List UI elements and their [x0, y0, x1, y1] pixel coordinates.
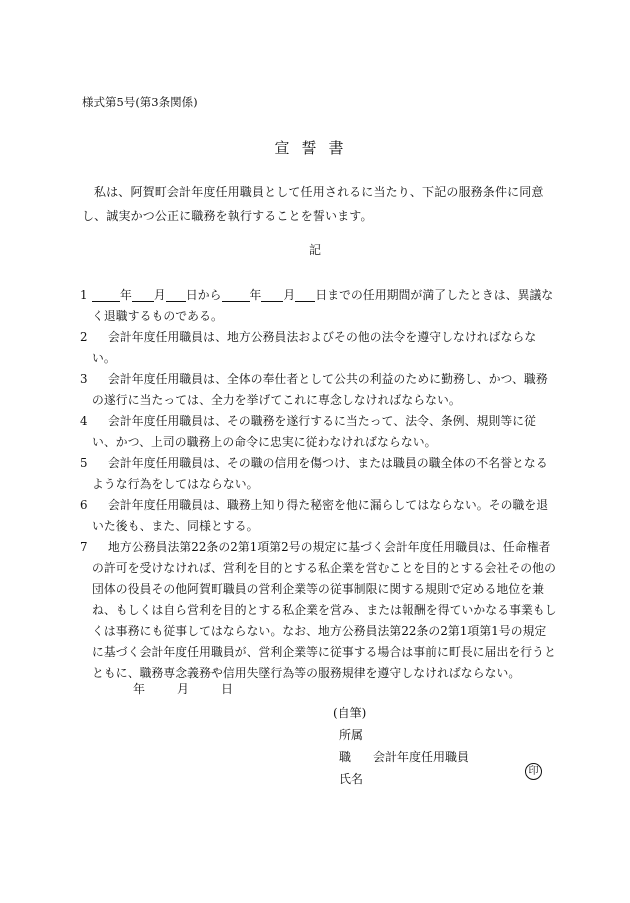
year-label: 年	[249, 288, 262, 302]
blank-month-start	[132, 287, 154, 302]
seal-mark-icon: 印	[525, 763, 542, 780]
blank-day-end	[295, 287, 315, 302]
from-label: 日から	[185, 288, 222, 302]
ki-heading: 記	[308, 243, 321, 257]
blank-day-start	[166, 287, 186, 302]
date-year: 年	[133, 682, 146, 696]
document-title: 宣誓書	[274, 139, 356, 157]
clause-text: 地方公務員法第22条の2第1項第2号の規定に基づく会計年度任用職員は、任命権者の許可を受けなければ、営利を目的とする私企業を営むことを目的とする会社その他の団体の役員その他阿賀町職員の営利企業等の従事制限に関する規則で定める地位を兼ね、もしくは自ら営利を目的とする私企業を営み、または報酬を得ていかなる事業もしくは事務にも従事してはならない。なお、地方公務員法第22条の2第1項第1号の規定に基づく会計年度任用職員が、営利企業等に従事する場合は事前に町長に届出を行うとともに、職務専念義務や信用失墜行為等の服務規律を遵守しなければならない。	[92, 540, 557, 680]
job-row	[333, 746, 469, 768]
clause-number: 3	[80, 372, 88, 386]
clause-text: 会計年度任用職員は、地方公務員法およびその他の法令を遵守しなければならない。	[92, 330, 537, 365]
clause-number: 2	[80, 330, 88, 344]
clause-text: 会計年度任用職員は、全体の奉仕者として公共の利益のために勤務し、かつ、職務の遂行に当たっては、全力を挙げてこれに専念しなければならない。	[92, 372, 548, 407]
form-number: 様式第5号(第3条関係)	[82, 95, 198, 109]
blank-year-end	[222, 287, 250, 302]
clause-number: 7	[80, 540, 88, 554]
clause-1	[80, 285, 558, 327]
blank-year-start	[92, 287, 120, 302]
clause-5	[80, 453, 558, 495]
clause-text: 会計年度任用職員は、職務上知り得た秘密を他に漏らしてはならない。その職を退いた後も、また、同様とする。	[92, 498, 549, 533]
affiliation-label: 所属	[339, 728, 364, 742]
clause-text: 会計年度任用職員は、その職務を遂行するに当たって、法令、条例、規則等に従い、かつ、上司の職務上の命令に忠実に従わなければならない。	[92, 414, 537, 449]
clause-number: 6	[80, 498, 88, 512]
date-line	[133, 683, 233, 695]
job-value: 会計年度任用職員	[373, 750, 470, 764]
clause-3	[80, 369, 558, 411]
name-label: 氏名	[339, 772, 364, 786]
clause-list	[80, 285, 558, 684]
month-label: 月	[283, 288, 296, 302]
clause-text: 日までの任用期間が満了したときは、異議なく退職するものである。	[92, 288, 554, 323]
clause-number: 4	[80, 414, 88, 428]
clause-number: 1	[80, 288, 88, 302]
job-label: 職	[339, 750, 352, 764]
date-day: 日	[221, 682, 234, 696]
year-label: 年	[120, 288, 132, 302]
blank-month-end	[261, 287, 283, 302]
date-month: 月	[177, 682, 190, 696]
intro-paragraph: 私は、阿賀町会計年度任用職員として任用されるに当たり、下記の服務条件に同意し、誠実かつ公正に職務を執行することを誓います。	[82, 185, 544, 223]
clause-6	[80, 495, 558, 537]
clause-text: 会計年度任用職員は、その職の信用を傷つけ、または職員の職全体の不名誉となるような行為をしてはならない。	[92, 456, 548, 491]
clause-number: 5	[80, 456, 88, 470]
signature-block	[333, 702, 469, 790]
clause-2	[80, 327, 558, 369]
handwritten-note: (自筆)	[333, 706, 367, 720]
clause-4	[80, 411, 558, 453]
clause-7	[80, 537, 558, 684]
month-label: 月	[153, 288, 166, 302]
